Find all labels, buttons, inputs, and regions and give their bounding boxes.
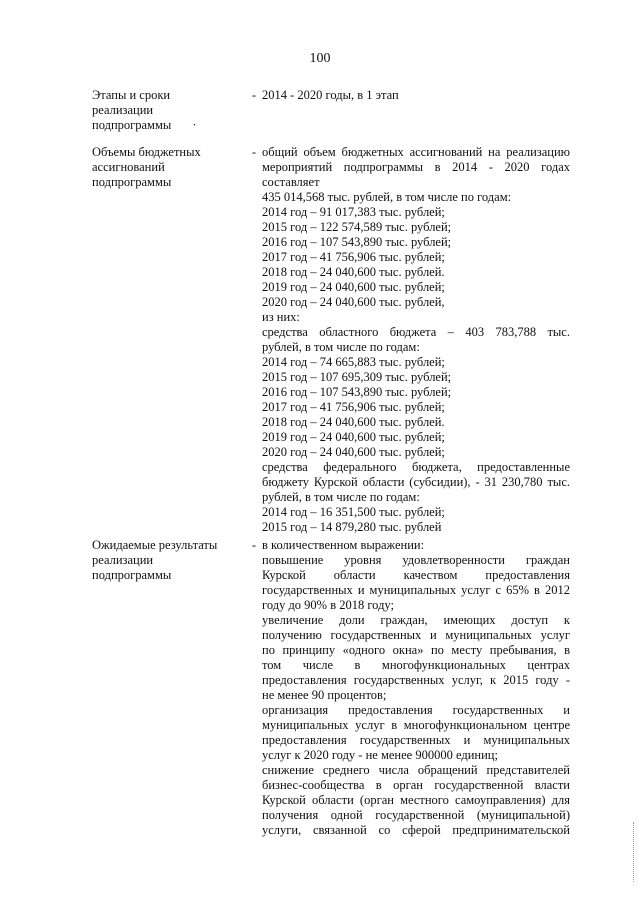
text-line: получению государственных и муниципальных услуг (262, 628, 570, 642)
text-line: получения одной государственной (муниципальной) (262, 808, 570, 822)
label-stages-terms (92, 88, 242, 133)
text-line: общий объем бюджетных ассигнований на реализацию (262, 145, 570, 159)
text-line: рублей, в том числе по годам: (262, 490, 420, 504)
stray-mark: · (192, 118, 197, 132)
text-line: 2020 год – 24 040,600 тыс. рублей, (262, 295, 445, 309)
text-line: 2017 год – 41 756,906 тыс. рублей; (262, 250, 445, 264)
text-line: 2015 год – 14 879,280 тыс. рублей (262, 520, 442, 534)
text-line: увеличение доли граждан, имеющих доступ к (262, 613, 570, 627)
text-line: государственных и муниципальных услуг с 65% в 2012 (262, 583, 570, 597)
label-text: Этапы и сроки реализации подпрограммы (92, 88, 172, 132)
text-line: 2019 год – 24 040,600 тыс. рублей; (262, 430, 445, 444)
row-dash: - (251, 88, 257, 102)
label-expected-results: Ожидаемые результаты реализации подпрограммы (92, 538, 218, 582)
text-line: 2016 год – 107 543,890 тыс. рублей; (262, 235, 452, 249)
text-line: 435 014,568 тыс. рублей, в том числе по годам: (262, 190, 512, 204)
scan-artifact-line (633, 822, 635, 882)
text-line: бизнес-сообщества в орган государственной власти (262, 778, 570, 792)
content-budget-allocations (262, 145, 570, 535)
text-line: муниципальных услуг в многофункциональном центре (262, 718, 570, 732)
text-line: 2016 год – 107 543,890 тыс. рублей; (262, 385, 452, 399)
text-line: услуг к 2020 году - не менее 900000 единиц; (262, 748, 498, 762)
text-line: 2018 год – 24 040,600 тыс. рублей. (262, 265, 445, 279)
text-line: в количественном выражении: (262, 538, 425, 552)
content-stages-terms (262, 88, 570, 103)
text-line: 2014 год – 74 665,883 тыс. рублей; (262, 355, 445, 369)
text-line: 2015 год – 107 695,309 тыс. рублей; (262, 370, 452, 384)
content-expected-results (262, 538, 570, 838)
row-dash: - (251, 538, 257, 552)
text-line: 2018 год – 24 040,600 тыс. рублей. (262, 415, 445, 429)
text-line: по принципу «одного окна» по месту пребывания, в (262, 643, 570, 657)
text-line: повышение уровня удовлетворенности граждан (262, 553, 570, 567)
text-line: организация предоставления государственных и (262, 703, 570, 717)
text-line: 2014 - 2020 годы, в 1 этап (262, 88, 399, 102)
page-number: 100 (309, 51, 331, 66)
text-line: том числе в многофункциональных центрах (262, 658, 570, 672)
text-line: 2015 год – 122 574,589 тыс. рублей; (262, 220, 452, 234)
text-line: бюджету Курской области (субсидии), - 31 230,780 тыс. (262, 475, 570, 489)
text-line: из них: (262, 310, 300, 324)
text-line: мероприятий подпрограммы в 2014 - 2020 годах (262, 160, 570, 174)
text-line: средства федерального бюджета, предоставленные (262, 460, 570, 474)
text-line: 2014 год – 16 351,500 тыс. рублей; (262, 505, 445, 519)
text-line: Курской области (орган местного самоуправления) для (262, 793, 570, 807)
text-line: 2017 год – 41 756,906 тыс. рублей; (262, 400, 445, 414)
text-line: предоставления государственных и муниципальных (262, 733, 570, 747)
text-line: 2020 год – 24 040,600 тыс. рублей; (262, 445, 445, 459)
text-line: не менее 90 процентов; (262, 688, 387, 702)
text-line: составляет (262, 175, 320, 189)
row-dash: - (251, 145, 257, 159)
text-line: средства областного бюджета – 403 783,788 тыс. (262, 325, 570, 339)
text-line: снижение среднего числа обращений представителей (262, 763, 570, 777)
text-line: Курской области качеством предоставления (262, 568, 570, 582)
text-line: 2019 год – 24 040,600 тыс. рублей; (262, 280, 445, 294)
text-line: 2014 год – 91 017,383 тыс. рублей; (262, 205, 445, 219)
label-budget-allocations: Объемы бюджетных ассигнований подпрограммы (92, 145, 201, 189)
text-line: услуги, связанной со сферой предпринимательской (262, 823, 570, 837)
text-line: рублей, в том числе по годам: (262, 340, 420, 354)
text-line: предоставления государственных услуг, к 2015 году - (262, 673, 570, 687)
text-line: году до 90% в 2018 году; (262, 598, 394, 612)
